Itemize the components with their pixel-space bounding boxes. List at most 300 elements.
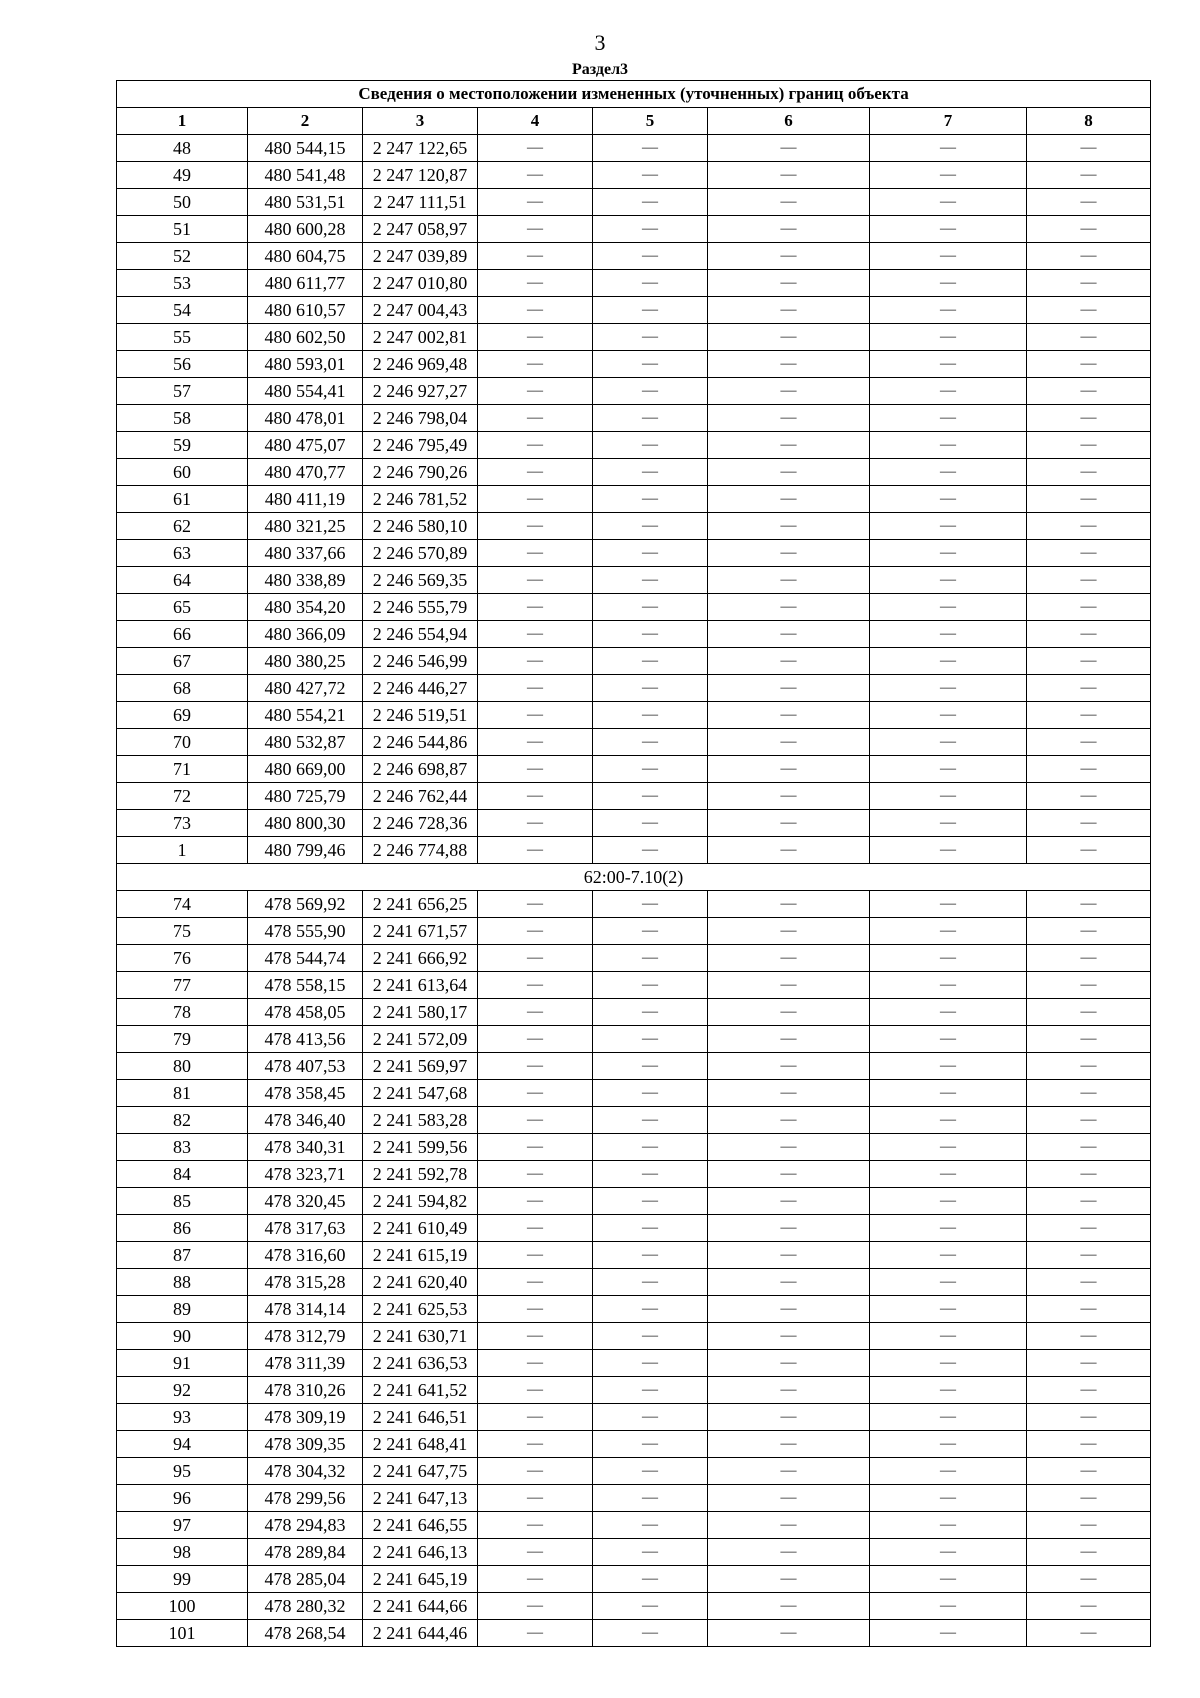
table-row [117,1107,1151,1134]
empty-value-cell: — [478,675,593,702]
empty-value-cell: — [593,1080,708,1107]
y-coordinate-cell: 2 246 555,79 [363,594,478,621]
point-number-cell: 53 [117,270,248,297]
y-coordinate-cell: 2 241 625,53 [363,1296,478,1323]
empty-value-cell: — [708,162,870,189]
empty-value-cell: — [478,891,593,918]
empty-value-cell: — [1027,540,1151,567]
empty-value-cell: — [1027,1593,1151,1620]
empty-value-cell: — [593,432,708,459]
empty-value-cell: — [870,1458,1027,1485]
empty-value-cell: — [1027,1350,1151,1377]
empty-value-cell: — [478,459,593,486]
empty-value-cell: — [593,1269,708,1296]
empty-value-cell: — [870,513,1027,540]
empty-value-cell: — [478,945,593,972]
table-row [117,351,1151,378]
empty-value-cell: — [870,567,1027,594]
table-row [117,1134,1151,1161]
table-row [117,1026,1151,1053]
empty-value-cell: — [478,1296,593,1323]
empty-value-cell: — [870,1539,1027,1566]
point-number-cell: 74 [117,891,248,918]
y-coordinate-cell: 2 246 781,52 [363,486,478,513]
empty-value-cell: — [708,1539,870,1566]
table-row [117,405,1151,432]
empty-value-cell: — [1027,513,1151,540]
empty-value-cell: — [708,270,870,297]
table-row [117,1593,1151,1620]
empty-value-cell: — [870,1053,1027,1080]
empty-value-cell: — [478,1161,593,1188]
y-coordinate-cell: 2 246 774,88 [363,837,478,864]
y-coordinate-cell: 2 247 002,81 [363,324,478,351]
empty-value-cell: — [1027,135,1151,162]
empty-value-cell: — [870,918,1027,945]
empty-value-cell: — [478,1134,593,1161]
empty-value-cell: — [1027,1161,1151,1188]
y-coordinate-cell: 2 241 594,82 [363,1188,478,1215]
empty-value-cell: — [870,729,1027,756]
x-coordinate-cell: 480 593,01 [248,351,363,378]
empty-value-cell: — [478,729,593,756]
point-number-cell: 60 [117,459,248,486]
empty-value-cell: — [870,243,1027,270]
empty-value-cell: — [1027,1080,1151,1107]
empty-value-cell: — [593,1215,708,1242]
empty-value-cell: — [1027,1215,1151,1242]
empty-value-cell: — [478,1026,593,1053]
y-coordinate-cell: 2 246 446,27 [363,675,478,702]
table-row [117,621,1151,648]
table-row [117,1188,1151,1215]
point-number-cell: 77 [117,972,248,999]
point-number-cell: 64 [117,567,248,594]
x-coordinate-cell: 478 320,45 [248,1188,363,1215]
table-row [117,1215,1151,1242]
table-row [117,1539,1151,1566]
x-coordinate-cell: 478 309,35 [248,1431,363,1458]
point-number-cell: 67 [117,648,248,675]
table-row [117,1296,1151,1323]
empty-value-cell: — [593,1107,708,1134]
x-coordinate-cell: 478 555,90 [248,918,363,945]
empty-value-cell: — [708,837,870,864]
table-row [117,756,1151,783]
table-row [117,1350,1151,1377]
empty-value-cell: — [478,1080,593,1107]
table-row [117,1458,1151,1485]
x-coordinate-cell: 480 602,50 [248,324,363,351]
point-number-cell: 50 [117,189,248,216]
y-coordinate-cell: 2 241 610,49 [363,1215,478,1242]
empty-value-cell: — [708,1566,870,1593]
empty-value-cell: — [708,1323,870,1350]
empty-value-cell: — [1027,675,1151,702]
point-number-cell: 96 [117,1485,248,1512]
empty-value-cell: — [593,216,708,243]
table-row [117,648,1151,675]
empty-value-cell: — [708,216,870,243]
empty-value-cell: — [1027,621,1151,648]
empty-value-cell: — [478,621,593,648]
empty-value-cell: — [478,648,593,675]
table-row [117,324,1151,351]
empty-value-cell: — [478,297,593,324]
point-number-cell: 81 [117,1080,248,1107]
y-coordinate-cell: 2 247 058,97 [363,216,478,243]
empty-value-cell: — [870,1026,1027,1053]
point-number-cell: 84 [117,1161,248,1188]
point-number-cell: 69 [117,702,248,729]
empty-value-cell: — [1027,297,1151,324]
point-number-cell: 49 [117,162,248,189]
empty-value-cell: — [870,1350,1027,1377]
x-coordinate-cell: 478 304,32 [248,1458,363,1485]
empty-value-cell: — [593,945,708,972]
empty-value-cell: — [478,1053,593,1080]
y-coordinate-cell: 2 241 647,75 [363,1458,478,1485]
column-number: 2 [248,108,363,135]
section-label: Раздел3 [571,61,629,78]
x-coordinate-cell: 478 315,28 [248,1269,363,1296]
x-coordinate-cell: 480 354,20 [248,594,363,621]
table-row [117,1377,1151,1404]
empty-value-cell: — [593,189,708,216]
point-number-cell: 1 [117,837,248,864]
y-coordinate-cell: 2 241 641,52 [363,1377,478,1404]
empty-value-cell: — [478,1242,593,1269]
empty-value-cell: — [478,594,593,621]
empty-value-cell: — [708,729,870,756]
table-row [117,945,1151,972]
empty-value-cell: — [870,486,1027,513]
column-number-row [117,108,1151,135]
table-row [117,270,1151,297]
empty-value-cell: — [870,810,1027,837]
empty-value-cell: — [708,567,870,594]
point-number-cell: 78 [117,999,248,1026]
empty-value-cell: — [1027,1269,1151,1296]
empty-value-cell: — [478,1188,593,1215]
x-coordinate-cell: 480 669,00 [248,756,363,783]
x-coordinate-cell: 480 427,72 [248,675,363,702]
empty-value-cell: — [1027,594,1151,621]
empty-value-cell: — [708,135,870,162]
table-row [117,513,1151,540]
empty-value-cell: — [870,1377,1027,1404]
empty-value-cell: — [593,810,708,837]
x-coordinate-cell: 480 800,30 [248,810,363,837]
x-coordinate-cell: 480 478,01 [248,405,363,432]
y-coordinate-cell: 2 246 790,26 [363,459,478,486]
empty-value-cell: — [593,756,708,783]
empty-value-cell: — [593,162,708,189]
empty-value-cell: — [593,891,708,918]
empty-value-cell: — [593,999,708,1026]
y-coordinate-cell: 2 241 580,17 [363,999,478,1026]
empty-value-cell: — [593,567,708,594]
empty-value-cell: — [870,1296,1027,1323]
empty-value-cell: — [870,1134,1027,1161]
empty-value-cell: — [1027,1485,1151,1512]
x-coordinate-cell: 480 554,41 [248,378,363,405]
empty-value-cell: — [1027,810,1151,837]
x-coordinate-cell: 478 310,26 [248,1377,363,1404]
table-row [117,378,1151,405]
table-row [117,135,1151,162]
y-coordinate-cell: 2 241 644,66 [363,1593,478,1620]
y-coordinate-cell: 2 241 630,71 [363,1323,478,1350]
empty-value-cell: — [593,972,708,999]
column-number: 3 [363,108,478,135]
empty-value-cell: — [1027,162,1151,189]
empty-value-cell: — [1027,270,1151,297]
empty-value-cell: — [478,918,593,945]
column-number: 4 [478,108,593,135]
empty-value-cell: — [870,1431,1027,1458]
empty-value-cell: — [593,1566,708,1593]
empty-value-cell: — [593,378,708,405]
point-number-cell: 72 [117,783,248,810]
table-row [117,891,1151,918]
empty-value-cell: — [478,432,593,459]
empty-value-cell: — [870,1404,1027,1431]
empty-value-cell: — [870,783,1027,810]
empty-value-cell: — [478,1269,593,1296]
x-coordinate-cell: 480 470,77 [248,459,363,486]
empty-value-cell: — [593,459,708,486]
empty-value-cell: — [708,513,870,540]
y-coordinate-cell: 2 241 666,92 [363,945,478,972]
x-coordinate-cell: 478 358,45 [248,1080,363,1107]
point-number-cell: 68 [117,675,248,702]
empty-value-cell: — [870,378,1027,405]
empty-value-cell: — [708,243,870,270]
x-coordinate-cell: 480 600,28 [248,216,363,243]
empty-value-cell: — [708,1485,870,1512]
empty-value-cell: — [870,216,1027,243]
empty-value-cell: — [593,1188,708,1215]
empty-value-cell: — [708,594,870,621]
empty-value-cell: — [478,216,593,243]
x-coordinate-cell: 480 604,75 [248,243,363,270]
empty-value-cell: — [708,378,870,405]
point-number-cell: 48 [117,135,248,162]
y-coordinate-cell: 2 246 546,99 [363,648,478,675]
empty-value-cell: — [708,891,870,918]
empty-value-cell: — [1027,567,1151,594]
empty-value-cell: — [593,1431,708,1458]
empty-value-cell: — [870,1107,1027,1134]
y-coordinate-cell: 2 247 004,43 [363,297,478,324]
y-coordinate-cell: 2 241 656,25 [363,891,478,918]
empty-value-cell: — [478,756,593,783]
empty-value-cell: — [708,1593,870,1620]
point-number-cell: 98 [117,1539,248,1566]
x-coordinate-cell: 480 554,21 [248,702,363,729]
empty-value-cell: — [1027,945,1151,972]
x-coordinate-cell: 480 380,25 [248,648,363,675]
empty-value-cell: — [1027,1134,1151,1161]
empty-value-cell: — [708,1161,870,1188]
empty-value-cell: — [1027,783,1151,810]
y-coordinate-cell: 2 247 010,80 [363,270,478,297]
empty-value-cell: — [478,540,593,567]
y-coordinate-cell: 2 241 572,09 [363,1026,478,1053]
empty-value-cell: — [593,324,708,351]
empty-value-cell: — [478,270,593,297]
empty-value-cell: — [593,1404,708,1431]
empty-value-cell: — [593,1620,708,1647]
empty-value-cell: — [478,1107,593,1134]
point-number-cell: 93 [117,1404,248,1431]
empty-value-cell: — [478,1404,593,1431]
empty-value-cell: — [1027,1377,1151,1404]
y-coordinate-cell: 2 241 615,19 [363,1242,478,1269]
empty-value-cell: — [1027,1242,1151,1269]
y-coordinate-cell: 2 241 647,13 [363,1485,478,1512]
table-row [117,1512,1151,1539]
empty-value-cell: — [708,1431,870,1458]
point-number-cell: 83 [117,1134,248,1161]
x-coordinate-cell: 480 725,79 [248,783,363,810]
empty-value-cell: — [708,1188,870,1215]
table-row [117,1080,1151,1107]
point-number-cell: 62 [117,513,248,540]
table-row [117,702,1151,729]
empty-value-cell: — [593,405,708,432]
empty-value-cell: — [593,1026,708,1053]
column-number: 8 [1027,108,1151,135]
x-coordinate-cell: 478 413,56 [248,1026,363,1053]
empty-value-cell: — [593,513,708,540]
column-number: 1 [117,108,248,135]
x-coordinate-cell: 480 411,19 [248,486,363,513]
y-coordinate-cell: 2 247 039,89 [363,243,478,270]
point-number-cell: 95 [117,1458,248,1485]
empty-value-cell: — [708,1269,870,1296]
group-header-row [117,864,1151,891]
table-row [117,594,1151,621]
y-coordinate-cell: 2 241 569,97 [363,1053,478,1080]
empty-value-cell: — [478,1431,593,1458]
table-row [117,1269,1151,1296]
y-coordinate-cell: 2 241 648,41 [363,1431,478,1458]
y-coordinate-cell: 2 241 583,28 [363,1107,478,1134]
column-number: 5 [593,108,708,135]
point-number-cell: 80 [117,1053,248,1080]
empty-value-cell: — [870,189,1027,216]
empty-value-cell: — [478,405,593,432]
table-row [117,432,1151,459]
empty-value-cell: — [870,1485,1027,1512]
x-coordinate-cell: 478 340,31 [248,1134,363,1161]
empty-value-cell: — [708,1458,870,1485]
empty-value-cell: — [1027,918,1151,945]
empty-value-cell: — [870,1620,1027,1647]
empty-value-cell: — [870,702,1027,729]
page-number: 3 [594,30,606,55]
empty-value-cell: — [593,1134,708,1161]
x-coordinate-cell: 480 611,77 [248,270,363,297]
empty-value-cell: — [870,1161,1027,1188]
empty-value-cell: — [1027,324,1151,351]
point-number-cell: 79 [117,1026,248,1053]
y-coordinate-cell: 2 241 592,78 [363,1161,478,1188]
empty-value-cell: — [478,1593,593,1620]
empty-value-cell: — [593,1539,708,1566]
empty-value-cell: — [870,297,1027,324]
x-coordinate-cell: 480 544,15 [248,135,363,162]
y-coordinate-cell: 2 241 646,55 [363,1512,478,1539]
empty-value-cell: — [870,324,1027,351]
x-coordinate-cell: 480 532,87 [248,729,363,756]
empty-value-cell: — [708,1080,870,1107]
y-coordinate-cell: 2 246 698,87 [363,756,478,783]
empty-value-cell: — [593,297,708,324]
empty-value-cell: — [870,459,1027,486]
empty-value-cell: — [478,837,593,864]
y-coordinate-cell: 2 241 599,56 [363,1134,478,1161]
empty-value-cell: — [478,1377,593,1404]
empty-value-cell: — [708,324,870,351]
y-coordinate-cell: 2 247 120,87 [363,162,478,189]
table-row [117,999,1151,1026]
table-row [117,972,1151,999]
empty-value-cell: — [708,999,870,1026]
empty-value-cell: — [870,270,1027,297]
empty-value-cell: — [1027,216,1151,243]
x-coordinate-cell: 480 475,07 [248,432,363,459]
empty-value-cell: — [870,945,1027,972]
table-row [117,1053,1151,1080]
empty-value-cell: — [708,1134,870,1161]
x-coordinate-cell: 480 321,25 [248,513,363,540]
x-coordinate-cell: 480 799,46 [248,837,363,864]
point-number-cell: 57 [117,378,248,405]
x-coordinate-cell: 478 316,60 [248,1242,363,1269]
empty-value-cell: — [708,972,870,999]
empty-value-cell: — [593,1242,708,1269]
empty-value-cell: — [1027,999,1151,1026]
empty-value-cell: — [870,1593,1027,1620]
empty-value-cell: — [593,270,708,297]
empty-value-cell: — [478,1485,593,1512]
empty-value-cell: — [593,135,708,162]
table-row [117,1161,1151,1188]
point-number-cell: 88 [117,1269,248,1296]
empty-value-cell: — [870,594,1027,621]
empty-value-cell: — [1027,1512,1151,1539]
point-number-cell: 86 [117,1215,248,1242]
empty-value-cell: — [593,1485,708,1512]
empty-value-cell: — [708,459,870,486]
x-coordinate-cell: 478 569,92 [248,891,363,918]
empty-value-cell: — [593,1323,708,1350]
y-coordinate-cell: 2 246 728,36 [363,810,478,837]
empty-value-cell: — [870,351,1027,378]
x-coordinate-cell: 478 544,74 [248,945,363,972]
empty-value-cell: — [870,675,1027,702]
table-row [117,216,1151,243]
empty-value-cell: — [593,675,708,702]
table-row [117,1620,1151,1647]
empty-value-cell: — [1027,405,1151,432]
point-number-cell: 66 [117,621,248,648]
table-row [117,567,1151,594]
empty-value-cell: — [708,810,870,837]
